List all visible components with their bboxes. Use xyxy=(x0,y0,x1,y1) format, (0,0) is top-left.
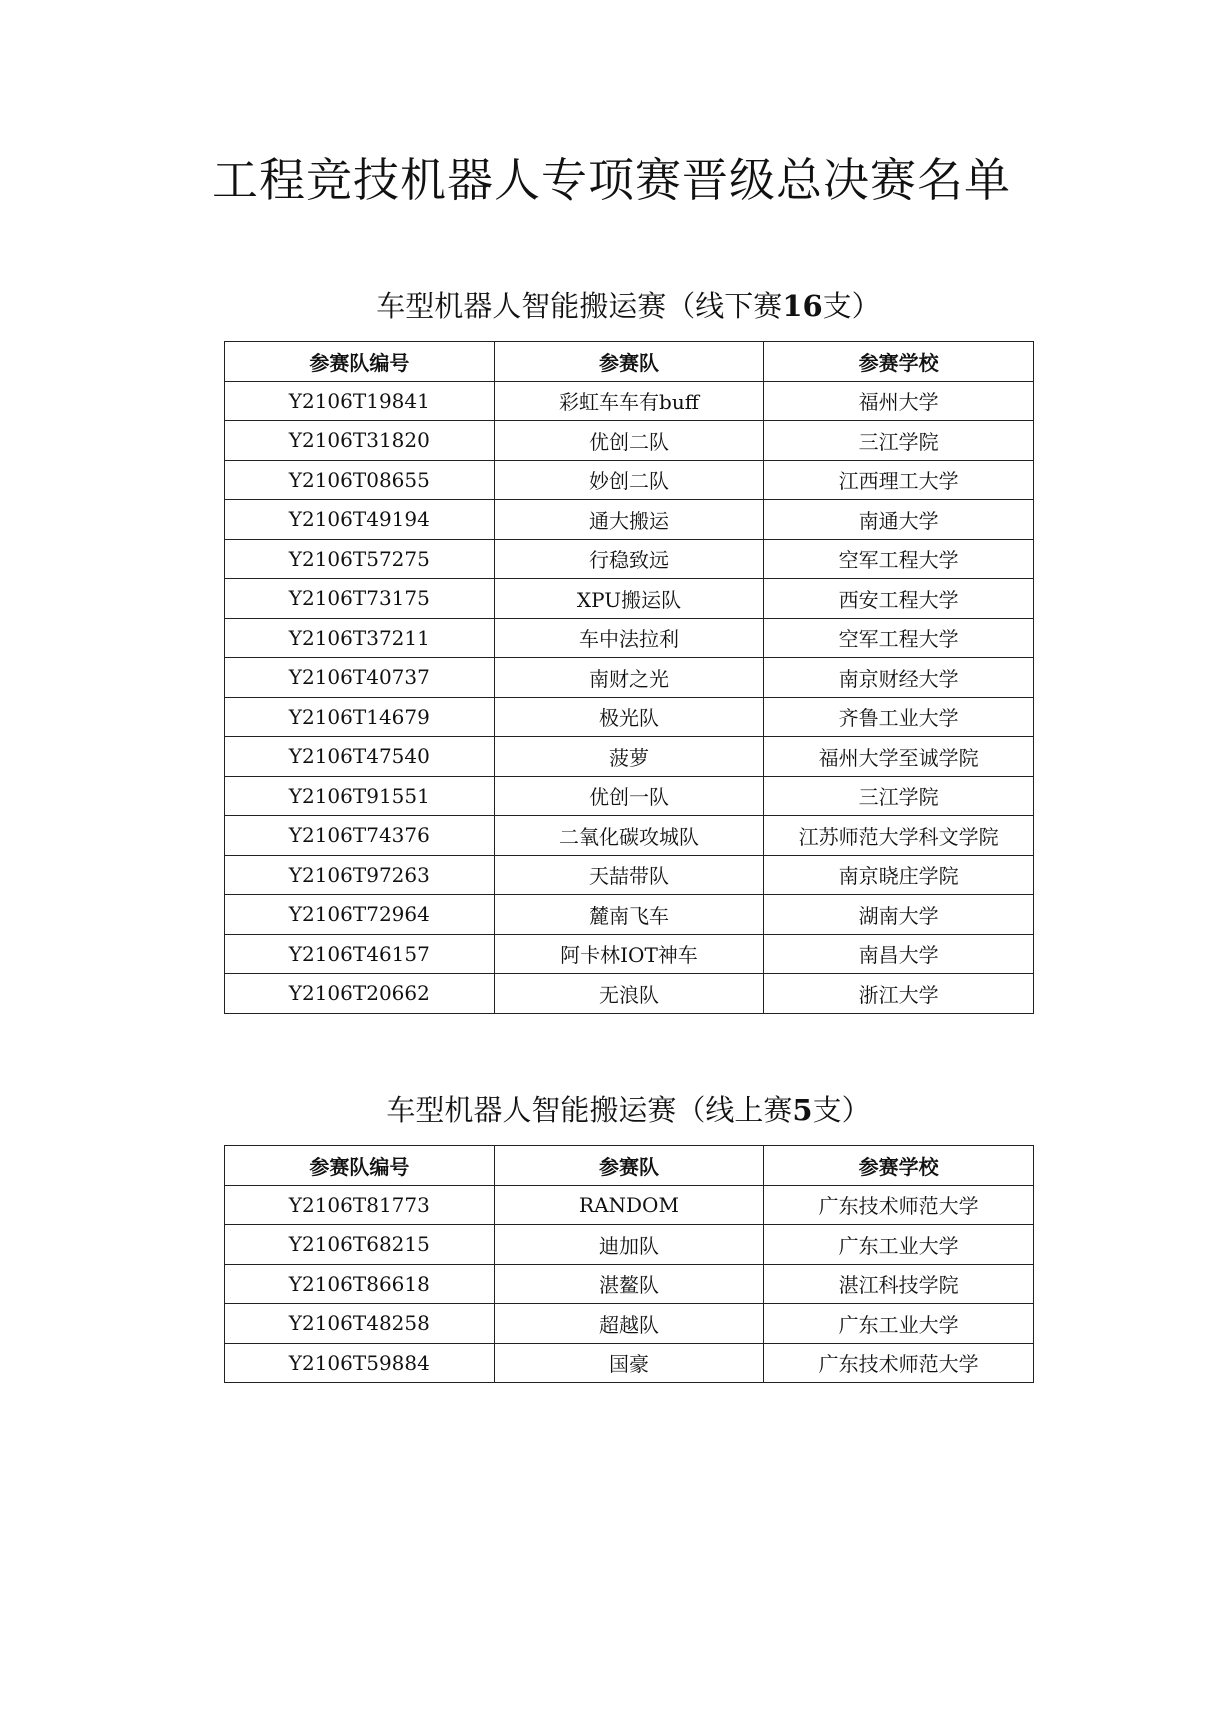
team-name-cell: 二氧化碳攻城队 xyxy=(494,816,764,856)
table-row xyxy=(225,1264,1034,1304)
school-cell: 广东技术师范大学 xyxy=(764,1343,1034,1383)
page-title: 工程竞技机器人专项赛晋级总决赛名单 xyxy=(212,153,1011,207)
section-title-offline xyxy=(224,284,1033,328)
team-name-cell: 通大搬运 xyxy=(494,500,764,540)
team-id-cell: Y2106T31820 xyxy=(225,421,495,461)
team-name-cell: XPU搬运队 xyxy=(494,579,764,619)
column-header-school: 参赛学校 xyxy=(764,1146,1034,1186)
team-id-cell: Y2106T73175 xyxy=(225,579,495,619)
column-header-school: 参赛学校 xyxy=(764,342,1034,382)
team-id-cell: Y2106T47540 xyxy=(225,737,495,777)
school-cell: 福州大学 xyxy=(764,381,1034,421)
table-row xyxy=(225,1185,1034,1225)
school-cell: 南京晓庄学院 xyxy=(764,855,1034,895)
school-cell: 三江学院 xyxy=(764,421,1034,461)
section-title-count: 16 xyxy=(782,289,823,323)
table-row xyxy=(225,816,1034,856)
team-id-cell: Y2106T72964 xyxy=(225,895,495,935)
team-name-cell: 国豪 xyxy=(494,1343,764,1383)
table-row xyxy=(225,460,1034,500)
table-row xyxy=(225,539,1034,579)
column-header-team-id: 参赛队编号 xyxy=(225,342,495,382)
school-cell: 广东技术师范大学 xyxy=(764,1185,1034,1225)
school-cell: 空军工程大学 xyxy=(764,539,1034,579)
team-id-cell: Y2106T74376 xyxy=(225,816,495,856)
table-header-row xyxy=(225,1146,1034,1186)
table-row xyxy=(225,697,1034,737)
online-section xyxy=(224,1088,1033,1383)
school-cell: 广东工业大学 xyxy=(764,1304,1034,1344)
team-id-cell: Y2106T46157 xyxy=(225,934,495,974)
table-row xyxy=(225,579,1034,619)
table-row xyxy=(225,974,1034,1014)
team-id-cell: Y2106T08655 xyxy=(225,460,495,500)
school-cell: 江苏师范大学科文学院 xyxy=(764,816,1034,856)
team-id-cell: Y2106T59884 xyxy=(225,1343,495,1383)
school-cell: 湖南大学 xyxy=(764,895,1034,935)
team-id-cell: Y2106T40737 xyxy=(225,658,495,698)
team-name-cell: 阿卡林IOT神车 xyxy=(494,934,764,974)
offline-section xyxy=(224,284,1033,1014)
team-id-cell: Y2106T19841 xyxy=(225,381,495,421)
team-name-cell: 无浪队 xyxy=(494,974,764,1014)
team-id-cell: Y2106T81773 xyxy=(225,1185,495,1225)
table-row xyxy=(225,934,1034,974)
school-cell: 南通大学 xyxy=(764,500,1034,540)
online-teams-table xyxy=(224,1145,1034,1383)
team-name-cell: 极光队 xyxy=(494,697,764,737)
school-cell: 福州大学至诚学院 xyxy=(764,737,1034,777)
column-header-team-id: 参赛队编号 xyxy=(225,1146,495,1186)
team-name-cell: 妙创二队 xyxy=(494,460,764,500)
section-title-prefix: 车型机器人智能搬运赛（线上赛 xyxy=(386,1093,793,1127)
team-id-cell: Y2106T48258 xyxy=(225,1304,495,1344)
table-row xyxy=(225,1225,1034,1265)
team-name-cell: 超越队 xyxy=(494,1304,764,1344)
team-id-cell: Y2106T97263 xyxy=(225,855,495,895)
table-row xyxy=(225,855,1034,895)
team-name-cell: 湛鳌队 xyxy=(494,1264,764,1304)
school-cell: 西安工程大学 xyxy=(764,579,1034,619)
team-name-cell: 南财之光 xyxy=(494,658,764,698)
table-row xyxy=(225,618,1034,658)
table-row xyxy=(225,1343,1034,1383)
school-cell: 南昌大学 xyxy=(764,934,1034,974)
team-name-cell: 麓南飞车 xyxy=(494,895,764,935)
school-cell: 浙江大学 xyxy=(764,974,1034,1014)
team-id-cell: Y2106T49194 xyxy=(225,500,495,540)
table-row xyxy=(225,658,1034,698)
table-row xyxy=(225,500,1034,540)
table-row xyxy=(225,381,1034,421)
column-header-team: 参赛队 xyxy=(494,342,764,382)
table-header-row xyxy=(225,342,1034,382)
section-title-suffix: 支） xyxy=(822,289,881,323)
team-id-cell: Y2106T91551 xyxy=(225,776,495,816)
team-id-cell: Y2106T14679 xyxy=(225,697,495,737)
team-name-cell: 行稳致远 xyxy=(494,539,764,579)
team-name-cell: 优创二队 xyxy=(494,421,764,461)
team-id-cell: Y2106T68215 xyxy=(225,1225,495,1265)
team-name-cell: 菠萝 xyxy=(494,737,764,777)
section-title-count: 5 xyxy=(792,1093,813,1127)
school-cell: 南京财经大学 xyxy=(764,658,1034,698)
table-row xyxy=(225,421,1034,461)
offline-teams-table xyxy=(224,341,1034,1014)
school-cell: 空军工程大学 xyxy=(764,618,1034,658)
table-row xyxy=(225,737,1034,777)
team-name-cell: 迪加队 xyxy=(494,1225,764,1265)
team-id-cell: Y2106T37211 xyxy=(225,618,495,658)
team-id-cell: Y2106T86618 xyxy=(225,1264,495,1304)
team-name-cell: 彩虹车车有buff xyxy=(494,381,764,421)
team-id-cell: Y2106T20662 xyxy=(225,974,495,1014)
team-id-cell: Y2106T57275 xyxy=(225,539,495,579)
section-title-suffix: 支） xyxy=(812,1093,871,1127)
team-name-cell: 车中法拉利 xyxy=(494,618,764,658)
team-name-cell: 天喆带队 xyxy=(494,855,764,895)
section-title-prefix: 车型机器人智能搬运赛（线下赛 xyxy=(376,289,783,323)
school-cell: 江西理工大学 xyxy=(764,460,1034,500)
table-row xyxy=(225,1304,1034,1344)
team-name-cell: 优创一队 xyxy=(494,776,764,816)
school-cell: 齐鲁工业大学 xyxy=(764,697,1034,737)
team-name-cell: RANDOM xyxy=(494,1185,764,1225)
section-title-online xyxy=(224,1088,1033,1132)
school-cell: 广东工业大学 xyxy=(764,1225,1034,1265)
table-row xyxy=(225,895,1034,935)
school-cell: 湛江科技学院 xyxy=(764,1264,1034,1304)
column-header-team: 参赛队 xyxy=(494,1146,764,1186)
table-row xyxy=(225,776,1034,816)
school-cell: 三江学院 xyxy=(764,776,1034,816)
